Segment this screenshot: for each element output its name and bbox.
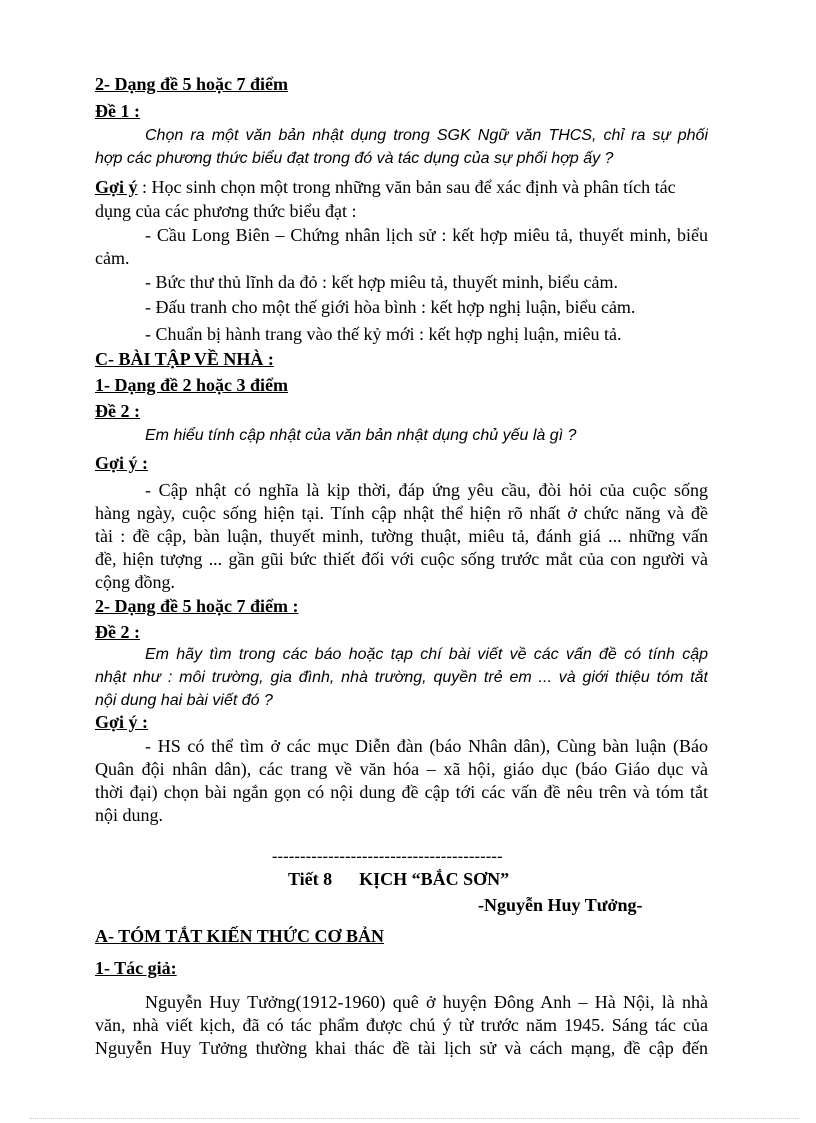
hint-label: Gợi ý : bbox=[95, 712, 148, 732]
section-separator: ----------------------------------------- bbox=[272, 848, 503, 865]
body-text: thời đại) chọn bài ngắn gọn có nội dung đề cập tới các vấn đề nêu trên và tóm tắt bbox=[95, 782, 708, 802]
exercise-label: Đề 1 : bbox=[95, 101, 140, 121]
body-text: cảm. bbox=[95, 248, 130, 268]
page-border bbox=[30, 1118, 800, 1119]
body-text: đề, hiện tượng ... gần gũi bức thiết đối với cuộc sống trước mắt của con người và bbox=[95, 549, 708, 569]
body-text: Nguyễn Huy Tưởng thường khai thác đề tài lịch sử và cách mạng, đề cập đến bbox=[95, 1038, 708, 1058]
body-text: cộng đồng. bbox=[95, 572, 175, 592]
body-text: nội dung. bbox=[95, 805, 164, 825]
author-line: -Nguyễn Huy Tưởng- bbox=[478, 895, 643, 915]
exercise-label: Đề 2 : bbox=[95, 622, 140, 642]
body-text: hàng ngày, cuộc sống hiện tại. Tính cập nhật thể hiện rõ nhất ở chức năng và đề bbox=[95, 503, 708, 523]
hint-label: Gợi ý : bbox=[95, 453, 148, 473]
lesson-title: Tiết 8 KỊCH “BẮC SƠN” bbox=[288, 869, 510, 889]
question-text: nhật như : môi trường, gia đình, nhà trường, quyền trẻ em ... và giới thiệu tóm tắt bbox=[95, 669, 708, 686]
list-item: - Chuẩn bị hành trang vào thế kỷ mới : kết hợp nghị luận, miêu tả. bbox=[145, 324, 622, 344]
body-text: Quân đội nhân dân), các trang về văn hóa – xã hội, giáo dục (báo Giáo dục và bbox=[95, 759, 708, 779]
exercise-label: Đề 2 : bbox=[95, 401, 140, 421]
body-text: tài : đề cập, bàn luận, thuyết minh, tường thuật, miêu tả, đánh giá ... những vấn bbox=[95, 526, 708, 546]
list-item: - Bức thư thủ lĩnh da đỏ : kết hợp miêu tả, thuyết minh, biểu cảm. bbox=[145, 272, 618, 292]
body-text: - Cập nhật có nghĩa là kịp thời, đáp ứng yêu cầu, đòi hỏi của cuộc sống bbox=[145, 480, 708, 500]
hint-text: : Học sinh chọn một trong những văn bản sau để xác định và phân tích tác bbox=[137, 177, 676, 197]
section-heading: C- BÀI TẬP VỀ NHÀ : bbox=[95, 349, 274, 369]
hint-label: Gợi ý bbox=[95, 177, 138, 197]
question-text: Chọn ra một văn bản nhật dụng trong SGK Ngữ văn THCS, chỉ ra sự phối bbox=[145, 127, 708, 144]
section-heading: 1- Dạng đề 2 hoặc 3 điểm bbox=[95, 375, 288, 395]
body-text: văn, nhà viết kịch, đã có tác phẩm được chú ý từ trước năm 1945. Sáng tác của bbox=[95, 1015, 708, 1035]
body-text: Nguyễn Huy Tưởng(1912-1960) quê ở huyện Đông Anh – Hà Nội, là nhà bbox=[145, 992, 708, 1012]
question-text: nội dung hai bài viết đó ? bbox=[95, 692, 273, 709]
section-heading: 1- Tác giả: bbox=[95, 958, 177, 978]
hint-line bbox=[95, 177, 676, 198]
section-heading: A- TÓM TẮT KIẾN THỨC CƠ BẢN bbox=[95, 926, 385, 946]
section-heading: 2- Dạng đề 5 hoặc 7 điểm : bbox=[95, 596, 299, 616]
question-text: Em hiểu tính cập nhật của văn bản nhật dụng chủ yếu là gì ? bbox=[145, 427, 577, 444]
body-text: dụng của các phương thức biểu đạt : bbox=[95, 201, 357, 221]
section-heading: 2- Dạng đề 5 hoặc 7 điểm bbox=[95, 74, 288, 94]
list-item: - Đấu tranh cho một thế giới hòa bình : kết hợp nghị luận, biểu cảm. bbox=[145, 297, 636, 317]
question-text: hợp các phương thức biểu đạt trong đó và tác dụng của sự phối hợp ấy ? bbox=[95, 150, 614, 167]
question-text: Em hãy tìm trong các báo hoặc tạp chí bài viết về các vấn đề có tính cập bbox=[145, 646, 708, 663]
body-text: - HS có thể tìm ở các mục Diễn đàn (báo Nhân dân), Cùng bàn luận (Báo bbox=[145, 736, 708, 756]
list-item: - Cầu Long Biên – Chứng nhân lịch sử : kết hợp miêu tả, thuyết minh, biểu bbox=[145, 225, 708, 245]
